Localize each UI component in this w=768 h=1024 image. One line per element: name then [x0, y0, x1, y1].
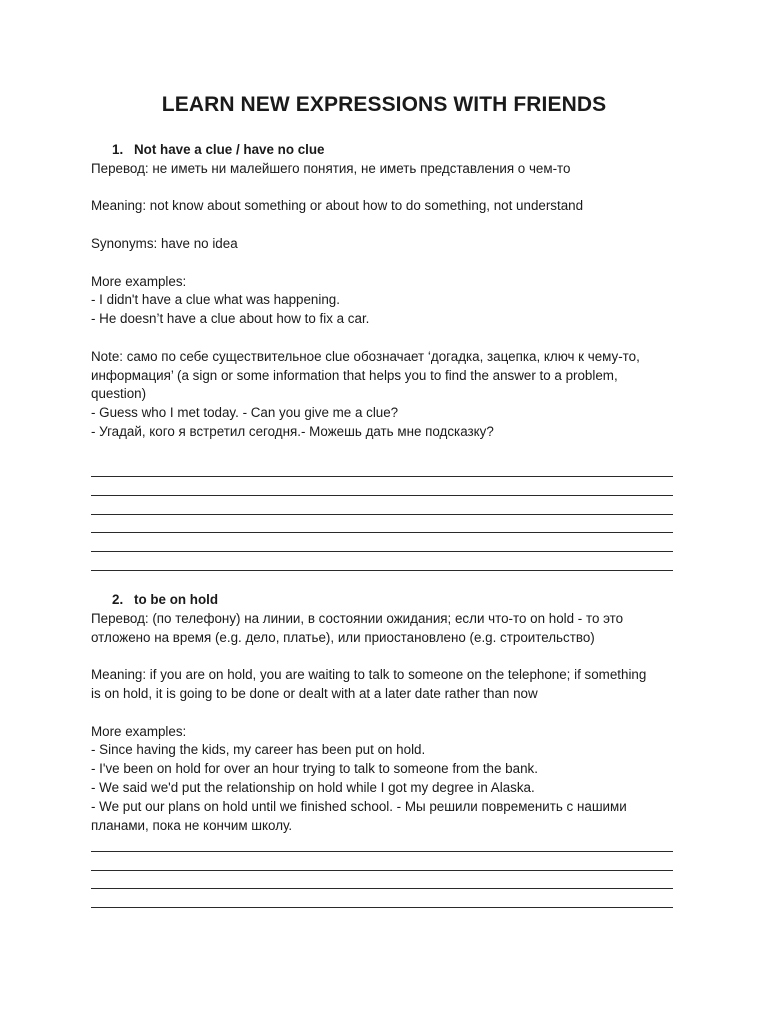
section-2-example: - We put our plans on hold until we finished school. - Мы решили повременить с нашими [91, 798, 627, 814]
section-1-examples-label: More examples: [91, 273, 187, 289]
section-2-examples-label: More examples: [91, 723, 187, 739]
section-2-heading [91, 591, 681, 610]
section-2-example: планами, пока не кончим школу. [91, 817, 293, 833]
writing-line [91, 514, 673, 515]
writing-line [91, 888, 673, 889]
section-2-translation-line: Перевод: (по телефону) на линии, в состоянии ожидания; если что-то on hold - то это [91, 610, 624, 626]
section-2-example: - Since having the kids, my career has been put on hold. [91, 742, 426, 758]
section-2 [91, 591, 681, 835]
section-1-number: 1. [112, 142, 124, 157]
writing-line [91, 570, 673, 571]
writing-line [91, 495, 673, 496]
section-1-title: Not have a clue / have no clue [134, 142, 325, 157]
section-1-heading [91, 141, 681, 160]
writing-line [91, 551, 673, 552]
writing-line [91, 532, 673, 533]
section-1-synonyms: Synonyms: have no idea [91, 235, 238, 251]
section-2-number: 2. [112, 592, 124, 607]
section-2-translation-line: отложено на время (e.g. дело, платье), или приостановлено (e.g. строительство) [91, 629, 595, 645]
section-2-meaning-line: Meaning: if you are on hold, you are waiting to talk to someone on the telephone; if something [91, 667, 647, 683]
section-2-example: - I've been on hold for over an hour trying to talk to someone from the bank. [91, 761, 538, 777]
section-1-note-line: - Guess who I met today. - Can you give me a clue? [91, 405, 399, 421]
writing-line [91, 907, 673, 908]
section-2-example: - We said we'd put the relationship on hold while I got my degree in Alaska. [91, 779, 535, 795]
section-1-note-line: Note: само по себе существительное clue обозначает ‘догадка, зацепка, ключ к чему-то, [91, 348, 640, 364]
section-1-example: - I didn't have a clue what was happening. [91, 292, 340, 308]
writing-line [91, 851, 673, 852]
section-1-note-line: - Угадай, кого я встретил сегодня.- Можешь дать мне подсказку? [91, 423, 494, 439]
section-1-example: - He doesn’t have a clue about how to fix a car. [91, 311, 370, 327]
section-1-translation: Перевод: не иметь ни малейшего понятия, не иметь представления о чем-то [91, 160, 571, 176]
writing-line [91, 476, 673, 477]
page-title: LEARN NEW EXPRESSIONS WITH FRIENDS [161, 93, 607, 116]
section-1 [91, 141, 681, 442]
section-1-meaning: Meaning: not know about something or about how to do something, not understand [91, 198, 584, 214]
section-1-note-line: информация’ (a sign or some information that helps you to find the answer to a problem, [91, 367, 618, 383]
section-1-note-line: question) [91, 386, 147, 402]
section-2-title: to be on hold [134, 592, 219, 607]
writing-line [91, 870, 673, 871]
section-2-meaning-line: is on hold, it is going to be done or dealt with at a later date rather than now [91, 685, 538, 701]
